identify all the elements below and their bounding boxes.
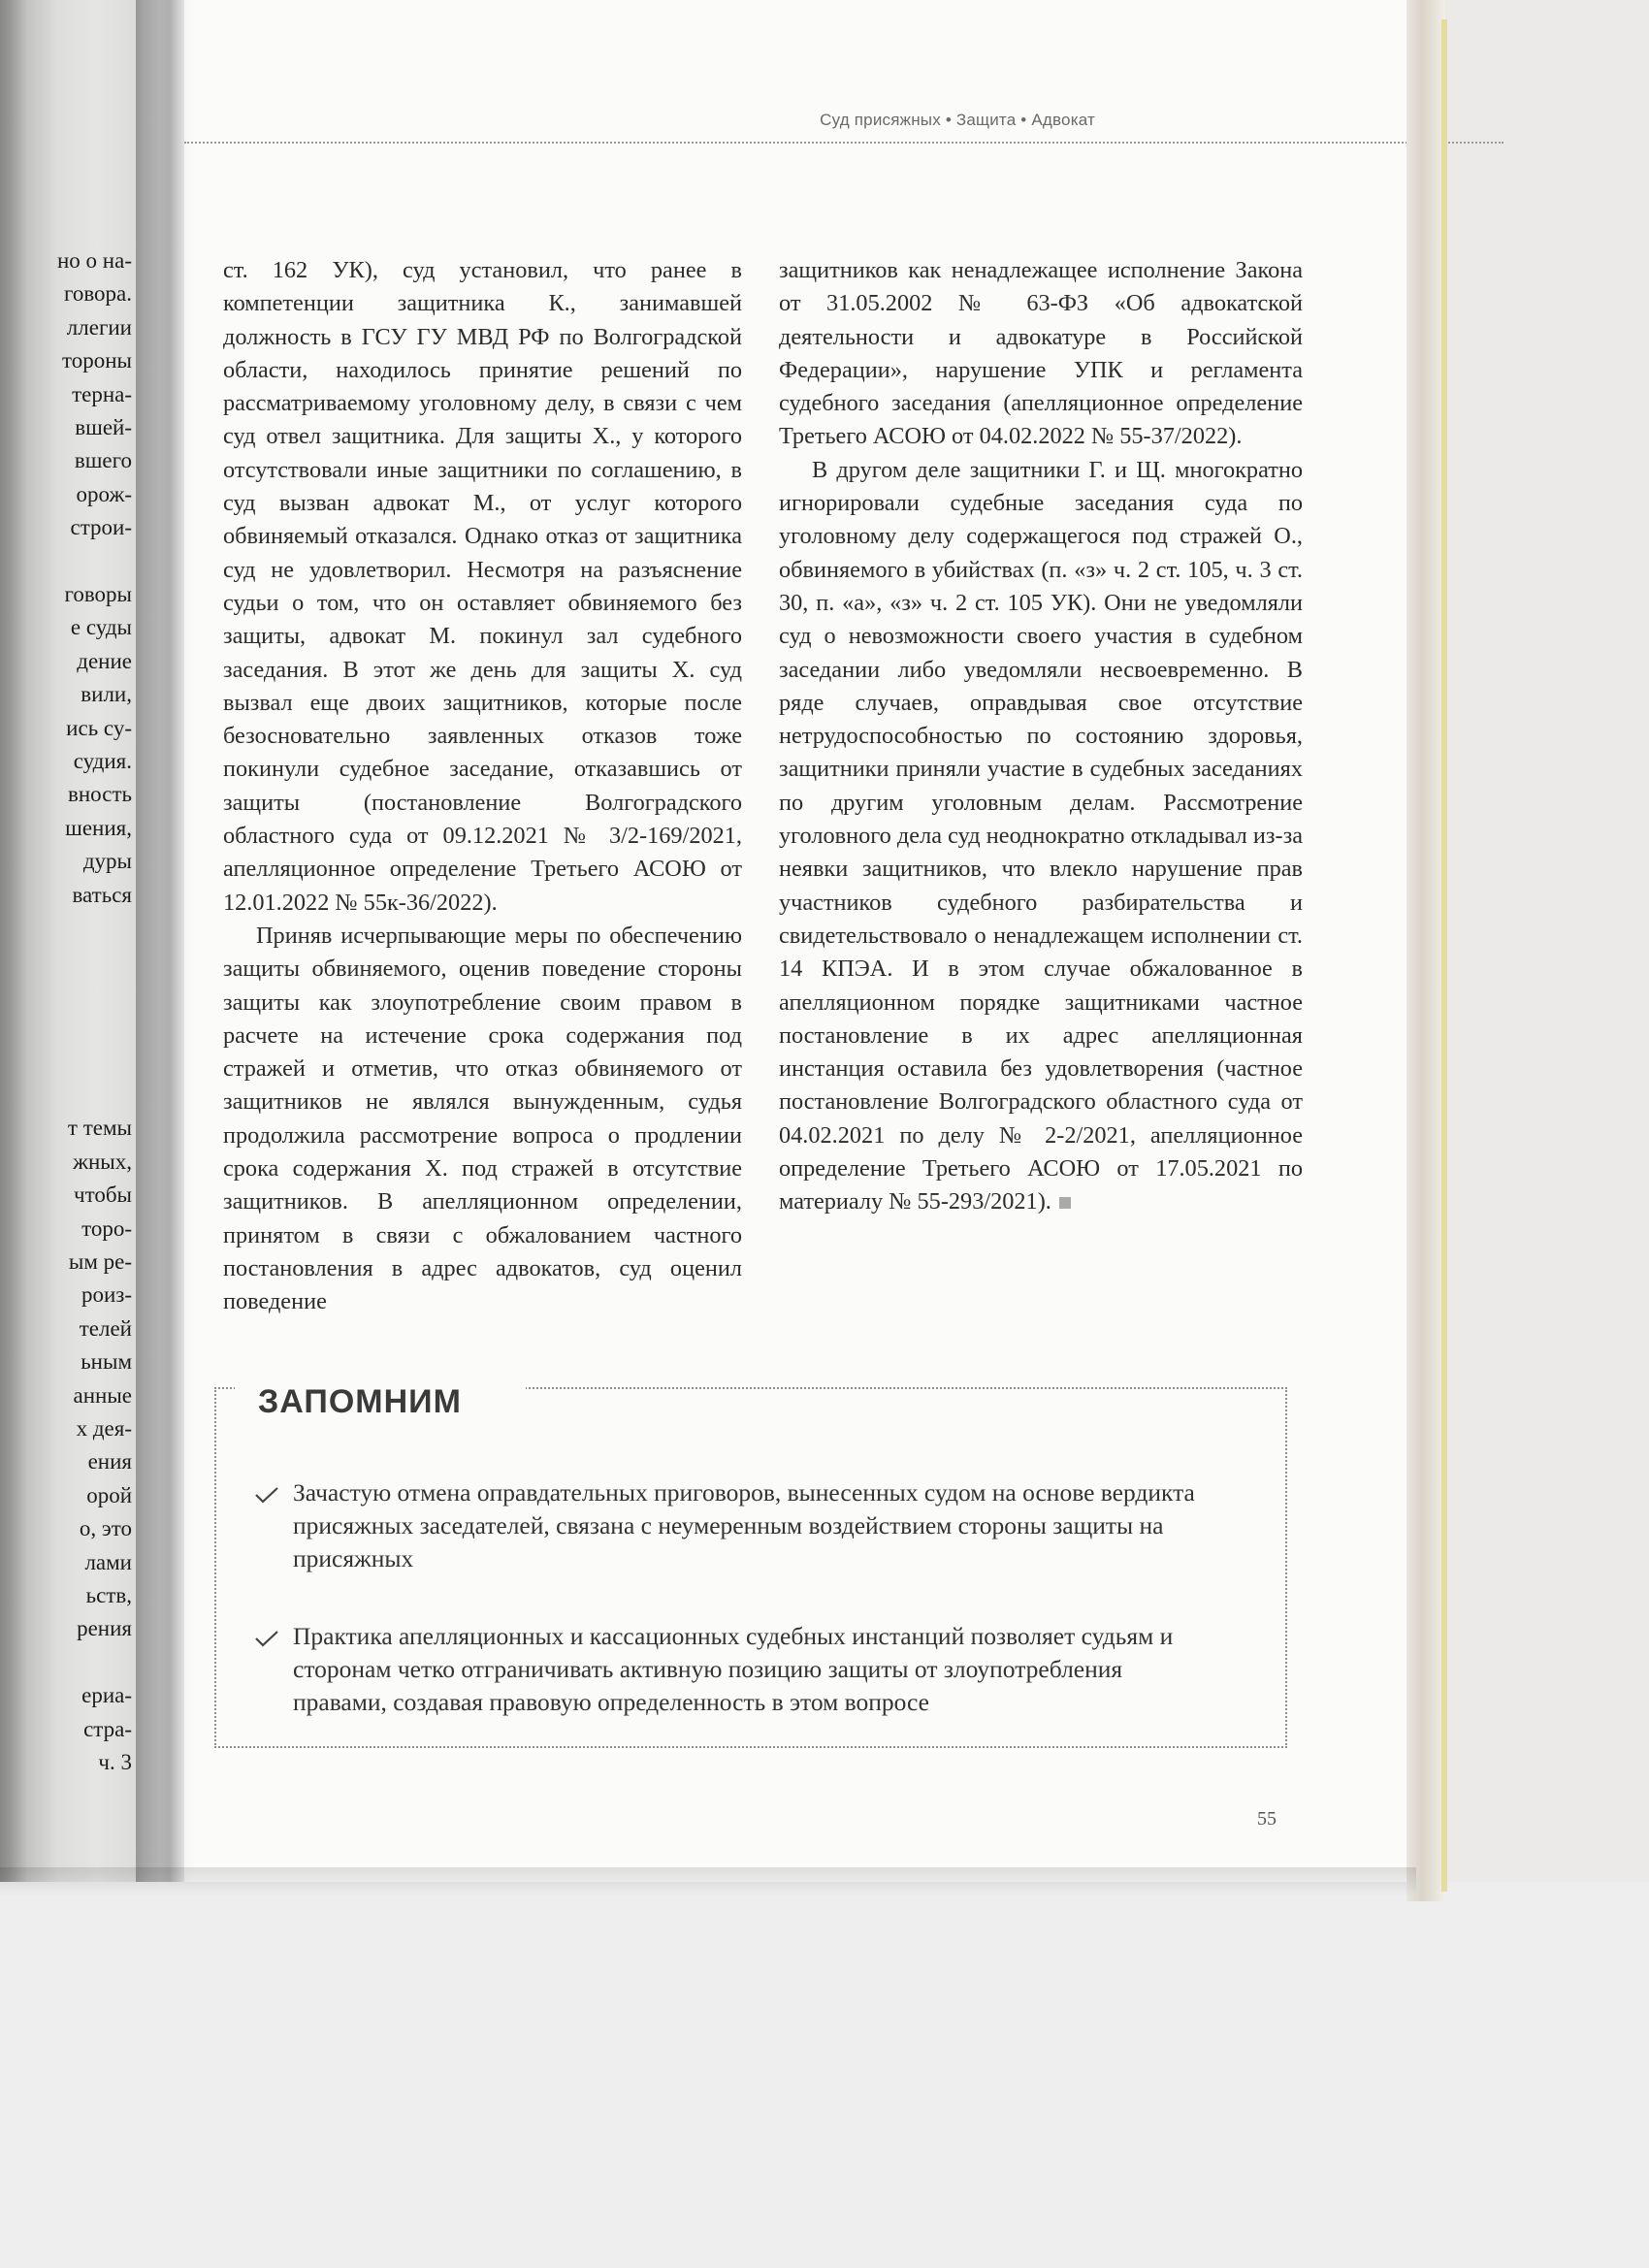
previous-page-line: строи- bbox=[70, 515, 132, 540]
page-bottom-shadow bbox=[0, 1867, 1416, 1896]
previous-page-line: стра- bbox=[83, 1716, 132, 1741]
previous-page-line: ьным bbox=[81, 1349, 132, 1375]
scanner-background bbox=[0, 1882, 1649, 2268]
previous-page-line: шения, bbox=[65, 815, 132, 840]
previous-page-line: говоры bbox=[64, 582, 132, 606]
header-rule bbox=[184, 142, 1504, 144]
previous-page-line: телей bbox=[79, 1315, 132, 1341]
paragraph bbox=[779, 454, 1303, 1219]
previous-page-line: чтобы bbox=[74, 1183, 132, 1208]
previous-page-line: роиз- bbox=[81, 1282, 132, 1308]
paragraph-text: В другом деле защитники Г. и Щ. многократно игнорировали судебные заседания суда по уголовному делу содержащегося под стражей О., обвиняемого в убийствах (п. «з» ч. 2 ст. 105, ч. 3 ст. 30, п. «а», «з» ч. 2 ст. 105 УК). Они не уведомляли суд о невозможности своего участия в судебном заседании либо уведомляли несвоевременно. В ряде случаев, оправдывая свое отсутствие нетрудоспособностью по состоянию здоровья, защитники приняли участие в судебных заседаниях по другим уголовным делам. Рассмотрение уголовного дела суд неоднократно откладывал из-за неявки защитников, что влекло нарушение прав участников судебного разбирательства и свидетельствовало о ненадлежащем исполнении ст. 14 КПЭА. И в этом случае обжалованное в апелляционном порядке защитниками частное постановление в их адрес апелляционная инстанция оставила без удовлетворения (частное постановление Волгоградского областного суда от 04.02.2021 по делу № 2-2/2021, апелляционное определение Третьего АСОЮ от 17.05.2021 по материалу № 55-293/2021). bbox=[779, 456, 1303, 1215]
previous-page-line: ьств, bbox=[85, 1583, 132, 1607]
previous-page-line: о, это bbox=[79, 1516, 132, 1541]
previous-page-line: вили, bbox=[81, 682, 132, 707]
checkmark-icon bbox=[254, 1486, 279, 1504]
page-edge-highlight bbox=[1441, 19, 1447, 1892]
previous-page-line: ения bbox=[87, 1449, 132, 1474]
previous-page-line: дение bbox=[77, 648, 132, 673]
previous-page-line: ваться bbox=[72, 882, 132, 907]
checkmark-icon bbox=[254, 1630, 279, 1647]
previous-page-line: тороны bbox=[61, 348, 132, 373]
text-column-right bbox=[779, 254, 1303, 1219]
remember-item bbox=[293, 1620, 1214, 1719]
previous-page-line: ллегии bbox=[66, 314, 132, 340]
previous-page-line: ч. 3 bbox=[98, 1750, 132, 1774]
previous-page-line: лами bbox=[84, 1549, 132, 1574]
previous-page-line: торо- bbox=[81, 1215, 132, 1241]
previous-page-line: ись су- bbox=[66, 715, 132, 740]
previous-page-line: вность bbox=[68, 782, 132, 807]
previous-page-line: вшего bbox=[74, 448, 132, 473]
previous-page-line: судия. bbox=[73, 749, 132, 773]
previous-page-line: говора. bbox=[63, 281, 132, 307]
text-column-left bbox=[223, 254, 742, 1319]
previous-page-line: терна- bbox=[72, 381, 132, 406]
previous-page-line: дуры bbox=[82, 849, 132, 874]
previous-page-line: орож- bbox=[76, 481, 132, 506]
previous-page-line: ериа- bbox=[81, 1683, 132, 1708]
previous-page-line: жных, bbox=[73, 1149, 132, 1174]
remember-title: ЗАПОМНИМ bbox=[258, 1383, 462, 1420]
paragraph: ст. 162 УК), суд установил, что ранее в компетенции защитника К., занимавшей должность в ГСУ ГУ МВД РФ по Волгоградской области, находилось принятие решений по рассматриваемому уголовному делу, в связи с чем суд отвел защитника. Для защиты Х., у которого отсутствовали иные защитники по соглашению, в суд вызван адвокат М., от услуг которого обвиняемый отказался. Однако отказ от защитника суд не удовлетворил. Несмотря на разъяснение судьи о том, что он оставляет обвиняемого без защиты, адвокат М. покинул зал судебного заседания. В этот же день для защиты Х. суд вызвал еще двоих защитников, которые после безосновательно заявленных отказов тоже покинули судебное заседание, отказавшись от защиты (постановление Волгоградского областного суда от 09.12.2021 № 3/2-169/2021, апелляционное определение Третьего АСОЮ от 12.01.2022 № 55к-36/2022). bbox=[223, 257, 742, 916]
running-header: Суд присяжных • Защита • Адвокат bbox=[820, 111, 1095, 129]
previous-page-line: ым ре- bbox=[68, 1249, 132, 1274]
previous-page-line: анные bbox=[73, 1382, 132, 1408]
page-number: 55 bbox=[1257, 1808, 1277, 1830]
gutter-shadow bbox=[136, 0, 194, 1882]
paragraph: защитников как ненадлежащее исполнение Закона от 31.05.2002 № 63-ФЗ «Об адвокатской деятельности и адвокатуре в Российской Федерации», нарушение УПК и регламента судебного заседания (апелляционное определение Третьего АСОЮ от 04.02.2022 № 55-37/2022). bbox=[779, 257, 1303, 450]
previous-page-fragments bbox=[0, 0, 136, 1882]
previous-page-line: но о на- bbox=[57, 248, 132, 273]
remember-item-text: Практика апелляционных и кассационных судебных инстанций позволяет судьям и сторонам четко отграничивать активную позицию защиты от злоупотребления правами, создавая правовую определенность в этом вопросе bbox=[293, 1622, 1174, 1716]
previous-page-line: е суды bbox=[70, 615, 132, 640]
previous-page-line: т темы bbox=[67, 1116, 132, 1141]
remember-item bbox=[293, 1476, 1214, 1575]
previous-page-line: х дея- bbox=[76, 1416, 132, 1441]
page-edge bbox=[1406, 0, 1445, 1901]
previous-page-line: рения bbox=[77, 1616, 132, 1641]
paragraph: Приняв исчерпывающие меры по обеспечению защиты обвиняемого, оценив поведение стороны защиты как злоупотребление своим правом в расчете на истечение срока содержания под стражей и отметив, что отказ обвиняемого от защитников не являлся вынужденным, судья продолжила рассмотрение вопроса о продлении срока содержания Х. под стражей в отсутствие защитников. В апелляционном определении, принятом в связи с обжалованием частного постановления в адрес адвокатов, суд оценил поведение bbox=[223, 922, 742, 1315]
remember-item-text: Зачастую отмена оправдательных приговоров, вынесенных судом на основе вердикта присяжных заседателей, связана с неумеренным воздействием стороны защиты на присяжных bbox=[293, 1478, 1195, 1572]
end-of-article-mark bbox=[1059, 1197, 1071, 1209]
previous-page-line: вшей- bbox=[75, 415, 132, 439]
previous-page-line: орой bbox=[86, 1482, 132, 1507]
